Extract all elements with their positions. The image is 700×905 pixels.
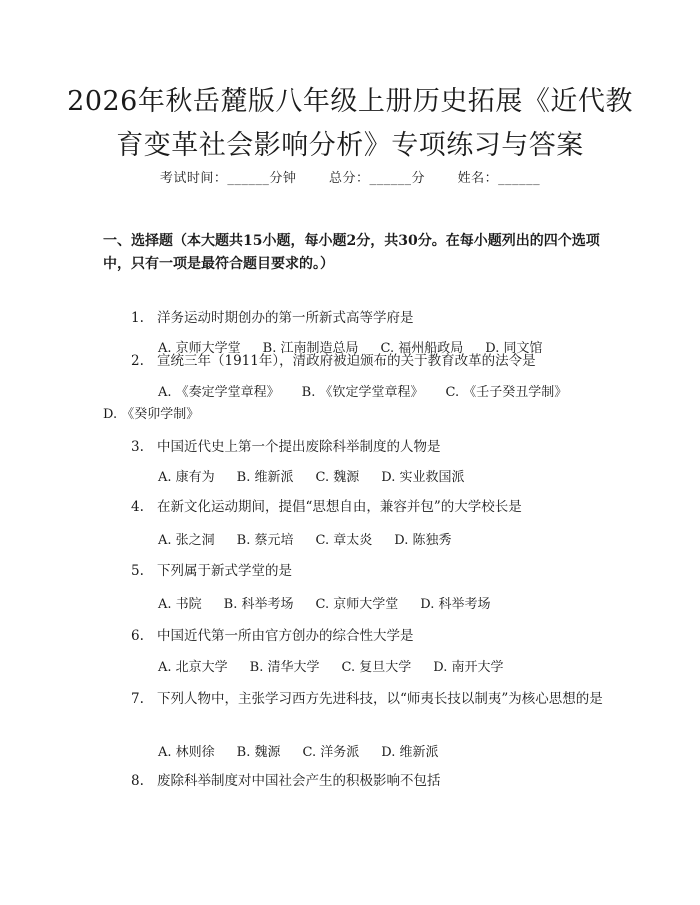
question-text: 宣统三年（1911年），清政府被迫颁布的关于教育改革的法令是: [157, 353, 536, 369]
options-3: [103, 467, 603, 489]
question-number: 8.: [131, 773, 144, 789]
option-d[interactable]: D. 同文馆: [485, 341, 543, 356]
options-4: [103, 530, 603, 552]
option-d[interactable]: D. 南开大学: [433, 660, 504, 675]
question-number: 3.: [131, 439, 144, 455]
question-number: 5.: [131, 563, 144, 579]
option-b[interactable]: B. 科举考场: [223, 597, 294, 612]
option-d[interactable]: D. 科举考场: [420, 597, 491, 612]
option-c[interactable]: C. 京师大学堂: [315, 597, 399, 612]
question-number: 7.: [131, 691, 144, 707]
question-text: 下列人物中，主张学习西方先进科技，以“师夷长技以制夷”为核心思想的是: [157, 691, 603, 707]
question-number: 6.: [131, 628, 144, 644]
option-d[interactable]: D. 陈独秀: [394, 533, 452, 548]
question-number: 4.: [131, 499, 144, 515]
option-a[interactable]: A. 康有为: [158, 470, 215, 485]
option-c[interactable]: C. 洋务派: [302, 745, 360, 760]
exam-meta: [0, 167, 700, 186]
question-text: 在新文化运动期间，提倡“思想自由，兼容并包”的大学校长是: [157, 499, 522, 515]
option-b[interactable]: B. 蔡元培: [236, 533, 294, 548]
question-text: 下列属于新式学堂的是: [157, 563, 292, 579]
options-2: [103, 382, 603, 426]
student-name-field[interactable]: 姓名：______: [457, 171, 541, 186]
document-title: 2026年秋岳麓版八年级上册历史拓展《近代教育变革社会影响分析》专项练习与答案: [67, 86, 633, 161]
question-8: [103, 770, 603, 792]
option-d[interactable]: D. 维新派: [381, 745, 439, 760]
question-2: [103, 350, 603, 372]
question-3: [103, 436, 603, 458]
option-c[interactable]: C. 《壬子癸丑学制》: [445, 385, 568, 400]
option-d[interactable]: D. 《癸卯学制》: [103, 407, 200, 422]
section-heading: 一、选择题（本大题共15小题，每小题2分，共30分。在每小题列出的四个选项中，只有一项是最符合题目要求的。）: [103, 233, 600, 272]
option-a[interactable]: A. 张之洞: [158, 533, 215, 548]
question-5: [103, 560, 603, 582]
option-c[interactable]: C. 魏源: [315, 470, 360, 485]
options-6: [103, 657, 603, 679]
question-1: [103, 307, 603, 329]
option-c[interactable]: C. 章太炎: [315, 533, 373, 548]
question-6: [103, 625, 603, 647]
question-number: 1.: [131, 310, 144, 326]
option-d[interactable]: D. 实业救国派: [381, 470, 465, 485]
question-text: 废除科举制度对中国社会产生的积极影响不包括: [157, 773, 441, 789]
options-5: [103, 594, 603, 616]
option-b[interactable]: B. 魏源: [236, 745, 281, 760]
question-number: 2.: [131, 353, 144, 369]
question-7: [103, 688, 603, 710]
option-a[interactable]: A. 林则徐: [158, 745, 215, 760]
question-text: 中国近代第一所由官方创办的综合性大学是: [157, 628, 414, 644]
option-b[interactable]: B. 维新派: [236, 470, 294, 485]
option-a[interactable]: A. 《奏定学堂章程》: [158, 385, 280, 400]
options-7: [103, 742, 603, 764]
option-b[interactable]: B. 江南制造总局: [262, 341, 359, 356]
option-a[interactable]: A. 京师大学堂: [158, 341, 241, 356]
question-text: 中国近代史上第一个提出废除科举制度的人物是: [157, 439, 441, 455]
option-a[interactable]: A. 北京大学: [158, 660, 228, 675]
option-c[interactable]: C. 复旦大学: [341, 660, 412, 675]
option-c[interactable]: C. 福州船政局: [380, 341, 464, 356]
total-score-field[interactable]: 总分：______分: [328, 171, 425, 186]
option-b[interactable]: B. 《钦定学堂章程》: [301, 385, 424, 400]
option-a[interactable]: A. 书院: [158, 597, 202, 612]
question-4: [103, 496, 603, 518]
exam-time-field[interactable]: 考试时间：______分钟: [159, 171, 297, 186]
question-text: 洋务运动时期创办的第一所新式高等学府是: [157, 310, 414, 326]
option-b[interactable]: B. 清华大学: [249, 660, 320, 675]
